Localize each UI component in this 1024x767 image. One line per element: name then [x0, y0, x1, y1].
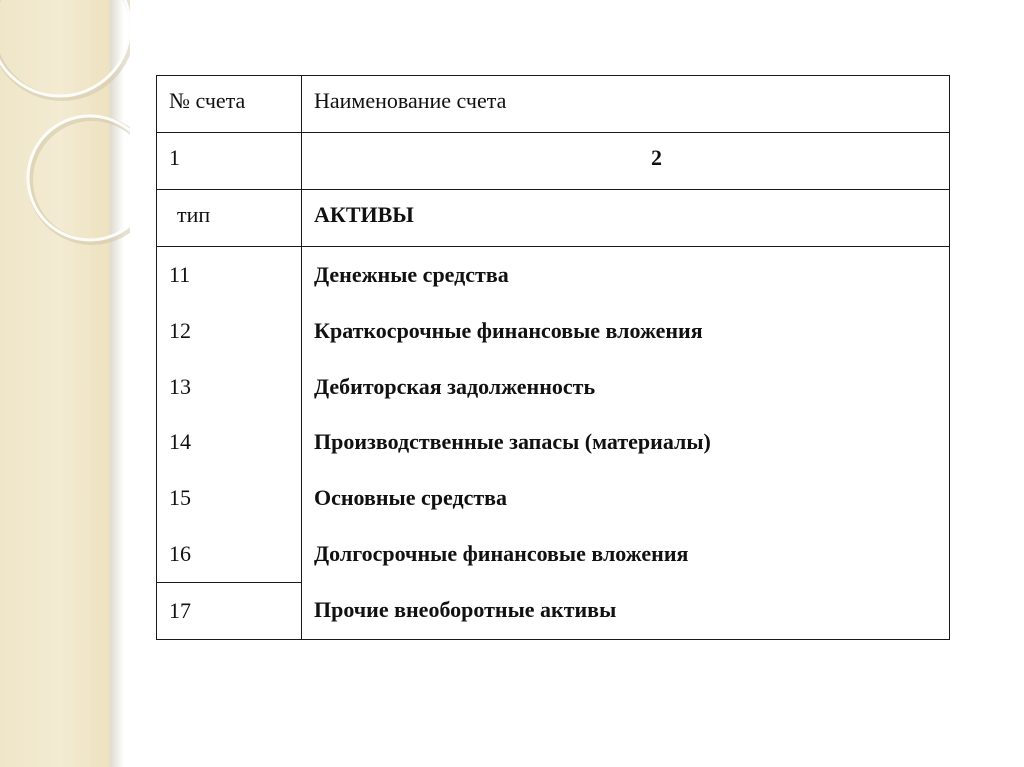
list-item: 17 — [169, 597, 191, 623]
column-number-1-label: 1 — [169, 145, 180, 170]
list-item: 12 — [169, 317, 191, 343]
list-item: Краткосрочные финансовые вложения — [314, 317, 703, 343]
column-number-2-label: 2 — [651, 145, 662, 170]
type-label: тип — [177, 202, 211, 227]
list-item: 14 — [169, 429, 191, 455]
header-cell-account-number — [157, 76, 302, 133]
list-item: 16 — [169, 540, 191, 566]
list-item: Прочие внеоборотные активы — [314, 596, 617, 622]
list-item: Долгосрочные финансовые вложения — [314, 540, 689, 566]
account-names-cell — [302, 247, 950, 640]
column-number-cell-2 — [302, 133, 950, 190]
list-item: 15 — [169, 485, 191, 511]
account-numbers-cell — [157, 247, 302, 583]
header-account-number-label: № счета — [169, 88, 246, 113]
header-account-name-label: Наименование счета — [314, 88, 507, 113]
last-account-number-cell — [157, 582, 302, 639]
list-item: Денежные средства — [314, 262, 509, 287]
type-value-cell — [302, 190, 950, 247]
list-item: 11 — [169, 262, 191, 287]
table-header-row — [157, 76, 950, 133]
accounts-table-container — [156, 75, 949, 634]
list-item: Основные средства — [314, 485, 508, 511]
table-column-numbers-row — [157, 133, 950, 190]
list-item: Производственные запасы (материалы) — [314, 429, 711, 455]
type-label-cell — [157, 190, 302, 247]
ring-ornament-icon — [0, 0, 130, 300]
column-number-cell-1 — [157, 133, 302, 190]
type-value: АКТИВЫ — [314, 202, 414, 227]
list-item: Дебиторская задолженность — [314, 373, 596, 399]
table-accounts-block-row — [157, 247, 950, 583]
account-numbers-list — [157, 247, 301, 582]
accounts-table — [156, 75, 950, 640]
account-names-list — [302, 247, 949, 638]
table-type-row — [157, 190, 950, 247]
header-cell-account-name — [302, 76, 950, 133]
list-item: 13 — [169, 373, 191, 399]
